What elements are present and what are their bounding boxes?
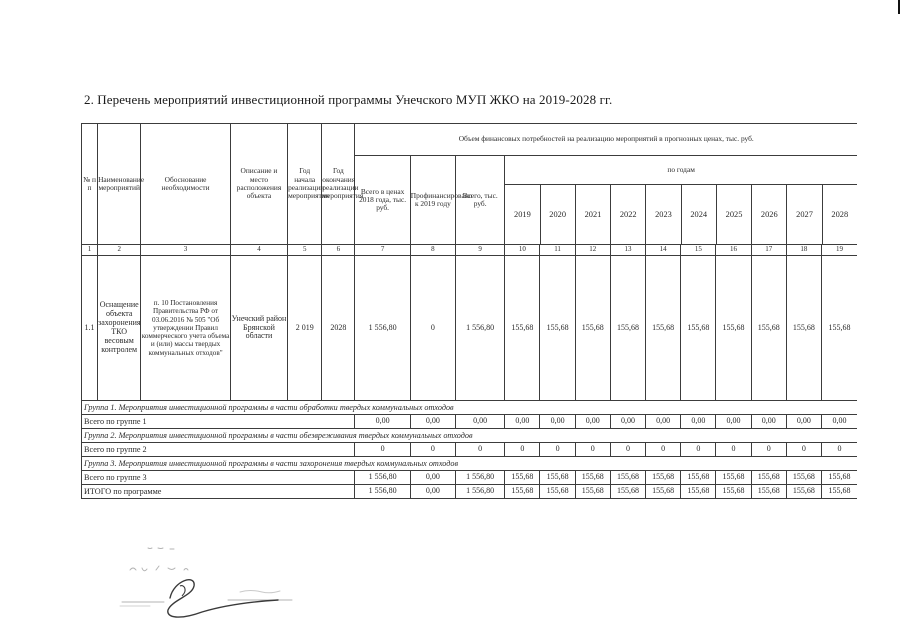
- column-number: 5: [288, 245, 322, 256]
- row-year-value: 155,68: [540, 256, 575, 401]
- group-total-row: [82, 443, 858, 457]
- total-value: 0: [716, 443, 751, 457]
- total-value: 0,00: [575, 415, 610, 429]
- total-value: 0: [355, 443, 410, 457]
- group-total-row: [82, 471, 858, 485]
- column-number: 14: [646, 245, 681, 256]
- column-number-row: [82, 245, 858, 256]
- row-year-value: 155,68: [646, 256, 681, 401]
- total-value: 155,68: [751, 485, 786, 499]
- row-total: 1 556,80: [456, 256, 505, 401]
- total-value: 155,68: [716, 471, 751, 485]
- column-number: 16: [716, 245, 751, 256]
- total-value: 155,68: [821, 485, 857, 499]
- row-location: Унечский район Брянской области: [230, 256, 287, 401]
- column-number: 17: [751, 245, 786, 256]
- group-title-row: [82, 429, 858, 443]
- total-value: 0: [681, 443, 716, 457]
- row-start-year: 2 019: [288, 256, 322, 401]
- grand-total-row: [82, 485, 858, 499]
- years-subheader: [505, 156, 857, 245]
- total-value: 0,00: [540, 415, 575, 429]
- group-title: Группа 3. Мероприятия инвестиционной программы в части захоронения твердых коммунальных отходов: [82, 457, 858, 471]
- header-by-years: по годам: [505, 156, 857, 185]
- total-value: 0,00: [410, 415, 455, 429]
- column-number: 8: [410, 245, 455, 256]
- group-total-label: Всего по группе 3: [82, 471, 355, 485]
- total-value: 0: [540, 443, 575, 457]
- total-value: 155,68: [646, 471, 681, 485]
- row-year-value: 155,68: [821, 256, 857, 401]
- row-prefinanced: 0: [410, 256, 455, 401]
- column-number: 18: [786, 245, 821, 256]
- total-value: 155,68: [716, 485, 751, 499]
- signature-stamp: [110, 540, 310, 630]
- header-num: № п п: [82, 124, 98, 245]
- total-value: 0,00: [821, 415, 857, 429]
- row-year-value: 155,68: [681, 256, 716, 401]
- total-value: 1 556,80: [456, 471, 505, 485]
- year-header: 2019: [505, 185, 540, 244]
- column-number: 13: [610, 245, 645, 256]
- row-year-value: 155,68: [786, 256, 821, 401]
- total-value: 0: [456, 443, 505, 457]
- total-value: 155,68: [505, 471, 540, 485]
- column-number: 12: [575, 245, 610, 256]
- total-value: 1 556,80: [355, 485, 410, 499]
- year-header: 2027: [787, 185, 822, 244]
- total-value: 1 556,80: [456, 485, 505, 499]
- total-value: 0,00: [456, 415, 505, 429]
- total-value: 155,68: [751, 471, 786, 485]
- total-value: 155,68: [681, 471, 716, 485]
- total-value: 155,68: [646, 485, 681, 499]
- group-total-row: [82, 415, 858, 429]
- header-prefinanced: Профинансировано к 2019 году: [410, 156, 455, 245]
- group-total-label: Всего по группе 1: [82, 415, 355, 429]
- total-value: 0,00: [355, 415, 410, 429]
- row-year-value: 155,68: [716, 256, 751, 401]
- investment-program-table: [81, 123, 857, 499]
- column-number: 3: [141, 245, 230, 256]
- header-end-year: Год окончания реализации мероприятия: [322, 124, 355, 245]
- total-value: 0: [646, 443, 681, 457]
- total-value: 0: [821, 443, 857, 457]
- header-justification: Обоснование необходимости: [141, 124, 230, 245]
- header-total: Всего, тыс. руб.: [456, 156, 505, 245]
- year-header: 2025: [717, 185, 752, 244]
- column-number: 11: [540, 245, 575, 256]
- year-header: 2022: [611, 185, 646, 244]
- group-title-row: [82, 457, 858, 471]
- column-number: 6: [322, 245, 355, 256]
- total-value: 0,00: [505, 415, 540, 429]
- row-year-value: 155,68: [575, 256, 610, 401]
- total-value: 155,68: [610, 485, 645, 499]
- total-value: 0: [786, 443, 821, 457]
- total-value: 155,68: [821, 471, 857, 485]
- year-header: 2024: [682, 185, 717, 244]
- total-value: 0,00: [786, 415, 821, 429]
- row-year-value: 155,68: [610, 256, 645, 401]
- total-value: 1 556,80: [355, 471, 410, 485]
- total-value: 0,00: [751, 415, 786, 429]
- table-row: [82, 256, 858, 401]
- column-number: 15: [681, 245, 716, 256]
- total-value: 0,00: [610, 415, 645, 429]
- column-number: 10: [505, 245, 540, 256]
- total-value: 155,68: [681, 485, 716, 499]
- total-value: 0: [575, 443, 610, 457]
- total-value: 155,68: [575, 471, 610, 485]
- header-financing: Объем финансовых потребностей на реализацию мероприятий в прогнозных ценах, тыс. руб.: [355, 124, 857, 156]
- header-name: Наименование мероприятий: [98, 124, 141, 245]
- grand-total-label: ИТОГО по программе: [82, 485, 355, 499]
- column-number: 1: [82, 245, 98, 256]
- scan-edge-mark: [898, 0, 900, 14]
- row-justification: п. 10 Постановления Правительства РФ от 03.06.2016 № 505 "Об утверждении Правил коммерческого учета объема и (или) массы твердых коммунальных отходов": [141, 256, 230, 401]
- total-value: 0: [505, 443, 540, 457]
- column-number: 19: [821, 245, 857, 256]
- year-header: 2026: [752, 185, 787, 244]
- total-value: 0: [751, 443, 786, 457]
- total-value: 155,68: [786, 485, 821, 499]
- column-number: 9: [456, 245, 505, 256]
- total-value: 0,00: [646, 415, 681, 429]
- total-value: 155,68: [505, 485, 540, 499]
- row-year-value: 155,68: [751, 256, 786, 401]
- group-title: Группа 2. Мероприятия инвестиционной программы в части обезвреживания твердых коммунальных отходов: [82, 429, 858, 443]
- header-total-2018: Всего в ценах 2018 года, тыс. руб.: [355, 156, 410, 245]
- row-end-year: 2028: [322, 256, 355, 401]
- year-header: 2028: [831, 209, 849, 219]
- row-year-value: 155,68: [505, 256, 540, 401]
- row-total-2018: 1 556,80: [355, 256, 410, 401]
- year-header: 2023: [646, 185, 681, 244]
- row-name: Оснащение объекта захоронения ТКО весовым контролем: [98, 256, 141, 401]
- total-value: 155,68: [540, 471, 575, 485]
- column-number: 2: [98, 245, 141, 256]
- total-value: 155,68: [786, 471, 821, 485]
- group-title-row: [82, 401, 858, 415]
- header-location: Описание и место расположения объекта: [230, 124, 287, 245]
- document-title: 2. Перечень мероприятий инвестиционной программы Унечского МУП ЖКО на 2019-2028 гг.: [84, 92, 613, 107]
- year-header: 2020: [541, 185, 576, 244]
- total-value: 155,68: [540, 485, 575, 499]
- total-value: 0: [410, 443, 455, 457]
- total-value: 155,68: [575, 485, 610, 499]
- total-value: 0,00: [716, 415, 751, 429]
- year-header-row: [505, 185, 857, 244]
- year-header: 2021: [576, 185, 611, 244]
- total-value: 0,00: [681, 415, 716, 429]
- column-number: 7: [355, 245, 410, 256]
- total-value: 155,68: [610, 471, 645, 485]
- total-value: 0,00: [410, 471, 455, 485]
- column-number: 4: [230, 245, 287, 256]
- total-value: 0: [610, 443, 645, 457]
- row-num: 1.1: [82, 256, 98, 401]
- total-value: 0,00: [410, 485, 455, 499]
- header-start-year: Год начала реализации мероприятия: [288, 124, 322, 245]
- group-title: Группа 1. Мероприятия инвестиционной программы в части обработки твердых коммунальных отходов: [82, 401, 858, 415]
- group-total-label: Всего по группе 2: [82, 443, 355, 457]
